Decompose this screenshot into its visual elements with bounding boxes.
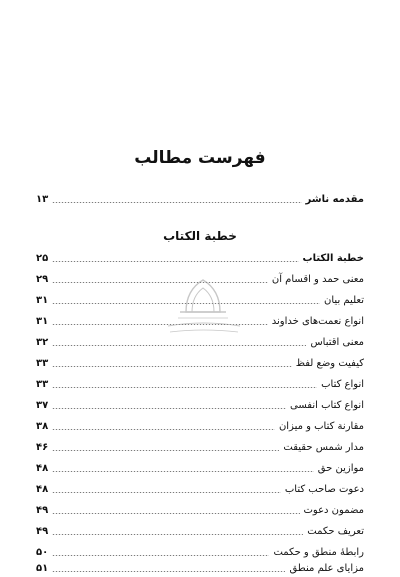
- toc-entry-label: رابطهٔ منطق و حکمت: [273, 546, 364, 558]
- leader-dots: [52, 261, 298, 262]
- toc-entry-page: ۳۲: [36, 336, 49, 348]
- section-title: خطبة الکتاب: [163, 229, 237, 243]
- leader-dots: [52, 534, 303, 535]
- leader-dots: [52, 202, 301, 203]
- leader-dots: [52, 366, 292, 367]
- toc-entry-page: ۴۸: [36, 483, 49, 495]
- toc-entry-label: دعوت صاحب کتاب: [284, 483, 364, 495]
- toc-entry-page: ۳۷: [36, 399, 49, 411]
- toc-entry: [36, 355, 364, 371]
- toc-entry: [36, 544, 364, 560]
- toc-entry: [36, 460, 364, 476]
- toc-entry-label: کیفیت وضع لفظ: [295, 357, 364, 369]
- leader-dots: [52, 555, 269, 556]
- toc-entry-page: ۳۸: [36, 420, 49, 432]
- toc-entry: [36, 481, 364, 497]
- toc-entry-label: مدار شمس حقیقت: [283, 441, 364, 453]
- toc-entry: [36, 250, 364, 266]
- toc-entry-page: ۳۱: [36, 294, 49, 306]
- leader-dots: [52, 513, 299, 514]
- toc-entry-label: معنی اقتباس: [310, 336, 364, 348]
- library-seal-icon: [148, 268, 258, 348]
- leader-dots: [52, 387, 317, 388]
- toc-entry-label: موازین حق: [317, 462, 364, 474]
- page-title: فهرست مطالب: [134, 148, 266, 168]
- toc-entry-page: ۳۳: [36, 378, 49, 390]
- toc-entry-page: ۴۹: [36, 525, 49, 537]
- toc-entry: [36, 523, 364, 539]
- leader-dots: [52, 450, 279, 451]
- toc-entry-page: ۲۵: [36, 252, 49, 264]
- toc-entry-page: ۴۹: [36, 504, 49, 516]
- toc-entry-page: ۴۸: [36, 462, 49, 474]
- toc-intro-page: ۱۳: [36, 193, 49, 205]
- toc-entry-label: معنی حمد و اقسام آن: [271, 273, 364, 285]
- toc-entry-label: تعلیم بیان: [324, 294, 364, 306]
- leader-dots: [52, 492, 281, 493]
- toc-entry-label: مضمون دعوت: [303, 504, 364, 516]
- toc-entry-label: انواع نعمت‌های خداوند: [271, 315, 364, 327]
- toc-entry-page: ۳۳: [36, 357, 49, 369]
- toc-entry: [36, 502, 364, 518]
- toc-entry: [36, 418, 364, 434]
- leader-dots: [52, 571, 285, 572]
- toc-entry: [36, 560, 364, 576]
- toc-entry-label: انواع کتاب: [321, 378, 364, 390]
- toc-entry-page: ۲۹: [36, 273, 49, 285]
- toc-entry: [36, 397, 364, 413]
- toc-entry-page: ۴۶: [36, 441, 49, 453]
- leader-dots: [52, 408, 286, 409]
- toc-intro-label: مقدمه ناشر: [305, 193, 364, 205]
- leader-dots: [52, 471, 314, 472]
- toc-entry: [36, 439, 364, 455]
- toc-entry-label: خطبة الکتاب: [302, 252, 364, 264]
- leader-dots: [52, 429, 275, 430]
- toc-entry: [36, 376, 364, 392]
- toc-entry-page: ۵۰: [36, 546, 49, 558]
- toc-intro-row: [36, 191, 364, 207]
- toc-entry-label: تعریف حکمت: [307, 525, 364, 537]
- toc-entry-page: ۵۱: [36, 562, 49, 574]
- toc-entry-label: مزایای علم منطق: [289, 562, 364, 574]
- toc-entry-page: ۳۱: [36, 315, 49, 327]
- toc-entry-label: مقارنة کتاب و میزان: [278, 420, 364, 432]
- toc-entry-label: انواع کتاب انفسی: [290, 399, 364, 411]
